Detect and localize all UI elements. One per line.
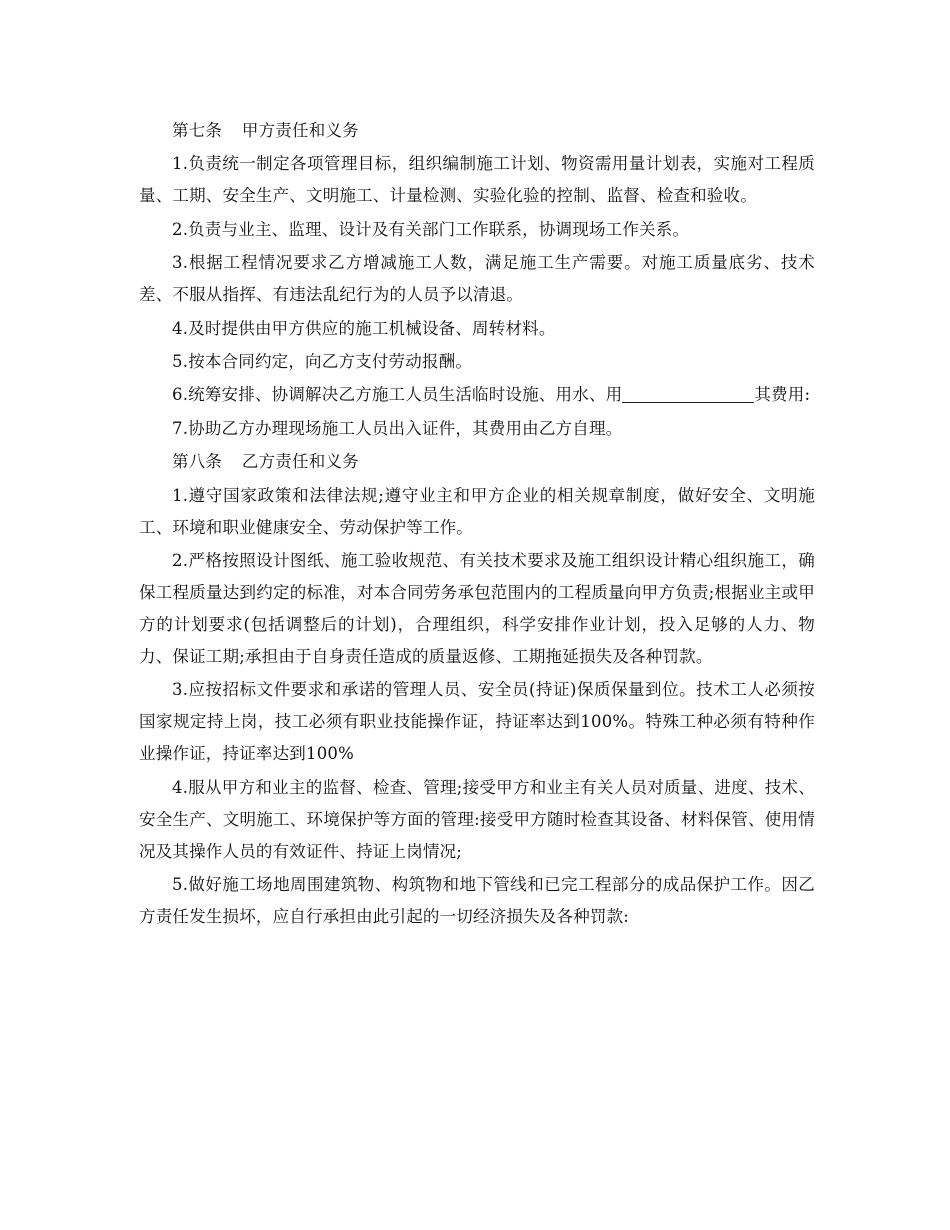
article-8-item-1: 1.遵守国家政策和法律法规;遵守业主和甲方企业的相关规章制度，做好安全、文明施工、环境和职业健康安全、劳动保护等工作。 <box>139 485 815 537</box>
article-7-item-3: 3.根据工程情况要求乙方增减施工人数，满足施工生产需要。对施工质量底劣、技术差、不服从指挥、有违法乱纪行为的人员予以清退。 <box>139 253 815 305</box>
article-7-item-1: 1.负责统一制定各项管理目标，组织编制施工计划、物资需用量计划表，实施对工程质量、工期、安全生产、文明施工、计量检测、实验化验的控制、监督、检查和验收。 <box>139 154 815 206</box>
document-body <box>139 115 815 934</box>
article-8-item-4: 4.服从甲方和业主的监督、检查、管理;接受甲方和业主有关人员对质量、进度、技术、安全生产、文明施工、环境保护等方面的管理:接受甲方随时检查其设备、材料保管、使用情况及其操作人员的有效证件、持证上岗情况; <box>139 777 815 861</box>
article-8-number: 第八条 <box>172 452 223 472</box>
article-7-item-7: 7.协助乙方办理现场施工人员出入证件，其费用由乙方自理。 <box>172 418 623 438</box>
article-7-item-6-text: 6.统筹安排、协调解决乙方施工人员生活临时设施、用水、用 <box>172 385 623 405</box>
article-7-item-6 <box>139 379 815 411</box>
article-8-heading <box>139 446 815 478</box>
article-7-item-4: 4.及时提供由甲方供应的施工机械设备、周转材料。 <box>172 318 556 338</box>
article-7-heading <box>139 115 815 147</box>
article-7-title: 甲方责任和义务 <box>241 121 359 140</box>
article-8-title: 乙方责任和义务 <box>241 452 359 472</box>
article-7-item-2: 2.负责与业主、监理、设计及有关部门工作联系，协调现场工作关系。 <box>172 219 690 239</box>
article-7-item-5: 5.按本合同约定，向乙方支付劳动报酬。 <box>172 351 473 371</box>
article-8-item-3: 3.应按招标文件要求和承诺的管理人员、安全员(持证)保质保量到位。技术工人必须按国家规定持上岗，技工必须有职业技能操作证，持证率达到100%。特殊工种必须有特种作业操作证，持证率达到100% <box>139 680 815 764</box>
fill-in-blank <box>622 386 754 404</box>
article-8-item-2: 2.严格按照设计图纸、施工验收规范、有关技术要求及施工组织设计精心组织施工，确保工程质量达到约定的标准，对本合同劳务承包范围内的工程质量向甲方负责;根据业主或甲方的计划要求(包括调整后的计划)，合理组织，科学安排作业计划，投入足够的人力、物力、保证工期;承担由于自身责任造成的质量返修、工期拖延损失及各种罚款。 <box>139 550 815 666</box>
article-7-item-6-tail: 其费用: <box>754 385 811 405</box>
article-8-item-5: 5.做好施工场地周围建筑物、构筑物和地下管线和已完工程部分的成品保护工作。因乙方责任发生损坏，应自行承担由此引起的一切经济损失及各种罚款: <box>139 875 815 927</box>
article-7-number: 第七条 <box>172 121 223 140</box>
